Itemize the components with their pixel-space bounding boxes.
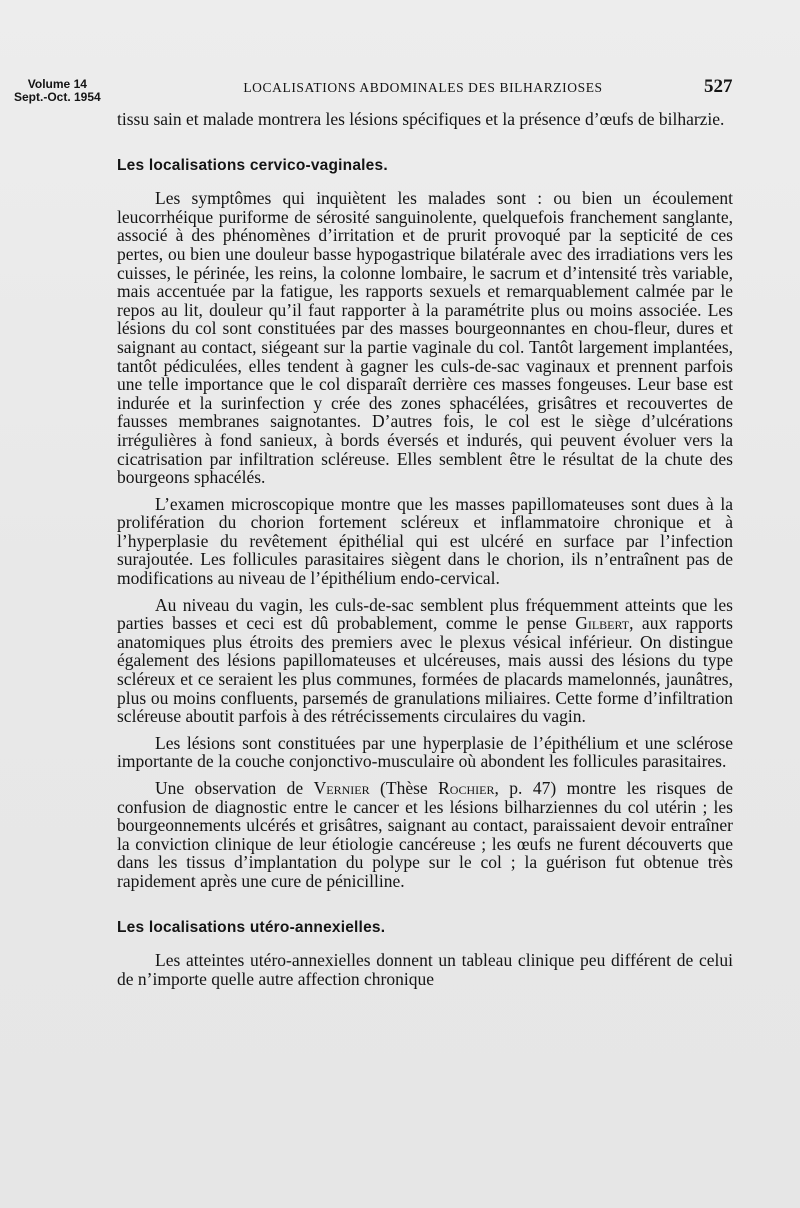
paragraph-observation-part-2: (Thèse bbox=[380, 778, 428, 798]
paragraph-utero-annexielles: Les atteintes utéro-annexielles donnent un tableau clinique peu différent de celui de n’importe quelle autre affection chronique bbox=[117, 950, 733, 989]
running-title bbox=[0, 77, 800, 96]
paragraph-observation-part-1: Une observation de bbox=[155, 778, 304, 798]
paragraph-continuation: tissu sain et malade montrera les lésions spécifiques et la présence d’œufs de bilharzie. bbox=[117, 109, 725, 129]
paragraph-observation-part-3: , p. 47) montre les risques de confusion de diagnostic entre le cancer et les lésions bilharziennes du col utérin ; les bourgeonnements ulcérés et grisâtres, saignant au contact, paraissaient devoir entraîner la conviction clinique de leur étiologie cancéreuse ; les œufs ne furent découverts que dans les tissus d’implantation du polype sur le col ; la guérison fut obtenue très rapidement après une cure de pénicilline. bbox=[117, 778, 734, 891]
article-body bbox=[117, 110, 733, 988]
paragraph-symptoms: Les symptômes qui inquiètent les malades sont : ou bien un écoulement leucorrhéique puriforme de sérosité sanguinolente, quelquefois franchement sanglante, associé à des phénomènes d’irritation et de prurit provoqué par la septicité de ces pertes, ou bien une douleur basse hypogastrique bilatérale avec des irradiations vers les cuisses, le périnée, les reins, la colonne lombaire, le sacrum et d’intensité très variable, mais accentuée par la fatigue, les rapports sexuels et remarquablement calmée par le repos au lit, douleur qu’il faut rapporter à la paramétrite plus ou moins associée. Les lésions du col sont constituées par des masses bourgeonnantes en chou-fleur, dures et saignant au contact, siégeant sur la partie vaginale du col. Tantôt largement implantées, tantôt pédiculées, elles tendent à gagner les culs-de-sac vaginaux et prennent parfois une telle importance que le col disparaît derrière ces masses fongeuses. Leur base est indurée et la surinfection y crée des zones sphacélées, grisâtres et recouvertes de fausses membranes saignotantes. D’autres fois, le col est le siège d’ulcérations irrégulières à fond sanieux, à bords éversés et indurés, qui peuvent évoluer vers la cicatrisation par infiltration scléreuse. Elles semblent être le résultat de la chute des bourgeons sphacélés. bbox=[117, 188, 733, 488]
paragraph-lesions: Les lésions sont constituées par une hyperplasie de l’épithélium et une sclérose importante de la couche conjonctivo-musculaire où abondent les follicules parasitaires. bbox=[117, 732, 733, 772]
paragraph-microscopy: L’examen microscopique montre que les masses papillomateuses sont dues à la prolifération du chorion fortement scléreux et inflammatoire chronique et à l’hyperplasie du revêtement épithélial qui est ulcéré en surface par l’infection surajoutée. Les follicules parasitaires siègent dans le chorion, ils n’entraînent pas de modifications au niveau de l’épithélium endo-cervical. bbox=[117, 493, 733, 589]
section-heading-utero-annexielles: Les localisations utéro-annexielles. bbox=[117, 918, 386, 936]
issue-date: Sept.-Oct. 1954 bbox=[14, 90, 101, 104]
paragraph-vagina-part-1: Au niveau du vagin, les culs-de-sac semblent plus fréquemment atteints que les parties basses et ceci est dû probablement, comme le pense bbox=[117, 594, 733, 634]
paragraph-vagina-part-2: , aux rapports anatomiques plus étroits des premiers avec le plexus vésical inférieur. On distingue également des lésions papillomateuses et ulcéreuses, mais aussi des lésions du type scléreux et ce seraient les plus communes, formées de placards mamelonnés, jaunâtres, plus ou moins confluents, parsemés de granulations miliaires. Cette forme d’infiltration scléreuse aboutit parfois à des rétrécissements circulaires du vagin. bbox=[117, 613, 733, 727]
page-number: 527 bbox=[704, 76, 733, 97]
author-name-rochier: Rochier bbox=[438, 778, 495, 798]
section-heading-cervico-vaginales: Les localisations cervico-vaginales. bbox=[117, 156, 388, 174]
author-name-gilbert: Gilbert bbox=[575, 613, 630, 634]
author-name-vernier: Vernier bbox=[313, 778, 370, 798]
paragraph-observation bbox=[117, 779, 733, 891]
volume-label: Volume 14 bbox=[27, 77, 87, 91]
running-title-text: LOCALISATIONS ABDOMINALES DES BILHARZIOSES bbox=[243, 80, 603, 95]
paragraph-vagina bbox=[117, 596, 733, 726]
